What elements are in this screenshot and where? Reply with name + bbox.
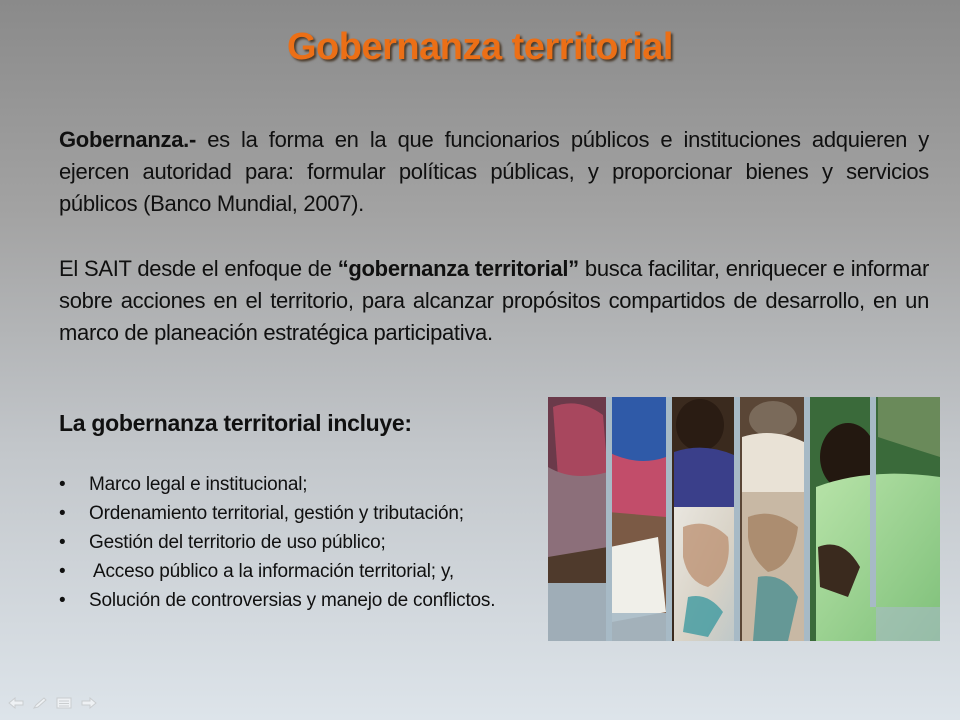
bullet-list <box>59 470 495 615</box>
arrow-left-icon[interactable] <box>8 697 24 709</box>
list-item-text: Acceso público a la información territorial; y, <box>89 561 454 582</box>
bullet-marker: • <box>59 503 66 524</box>
slide-title: Gobernanza territorial <box>287 26 673 68</box>
slide-nav-controls <box>8 697 97 711</box>
sait-emphasis: “gobernanza territorial” <box>337 256 579 281</box>
sait-text-after: busca facilitar, enriquecer e informar sobre acciones en el territorio, para alcanzar propósitos compartidos de desarrollo, en un marco de planeación estratégica participativa. <box>59 256 929 345</box>
menu-icon[interactable] <box>56 697 72 709</box>
arrow-right-icon[interactable] <box>81 697 97 709</box>
subheading: La gobernanza territorial incluye: <box>59 410 412 436</box>
bullet-marker: • <box>59 474 66 495</box>
bullet-marker: • <box>59 590 66 611</box>
definition-term: Gobernanza.- <box>59 127 196 152</box>
sait-text-before: El SAIT desde el enfoque de <box>59 256 338 281</box>
pen-icon[interactable] <box>33 697 47 709</box>
list-item-text: Ordenamiento territorial, gestión y tributación; <box>89 503 464 524</box>
paragraph-definition <box>59 124 929 220</box>
list-item-text: Solución de controversias y manejo de conflictos. <box>89 590 496 611</box>
community-mapping-photo <box>548 397 940 641</box>
photo-collage <box>548 397 940 641</box>
list-item <box>59 470 495 499</box>
list-item <box>59 586 495 615</box>
list-item-text: Gestión del territorio de uso público; <box>89 532 386 553</box>
bullet-marker: • <box>59 532 66 553</box>
list-item <box>59 557 495 586</box>
definition-text: es la forma en la que funcionarios públicos e instituciones adquieren y ejercen autoridad para: formular políticas públicas, y proporcionar bienes y servicios públicos (Banco Mundial, 2007). <box>59 127 929 216</box>
list-item-text: Marco legal e institucional; <box>89 474 308 495</box>
paragraph-sait <box>59 253 929 349</box>
list-item <box>59 528 495 557</box>
list-item <box>59 499 495 528</box>
bullet-marker: • <box>59 561 66 582</box>
